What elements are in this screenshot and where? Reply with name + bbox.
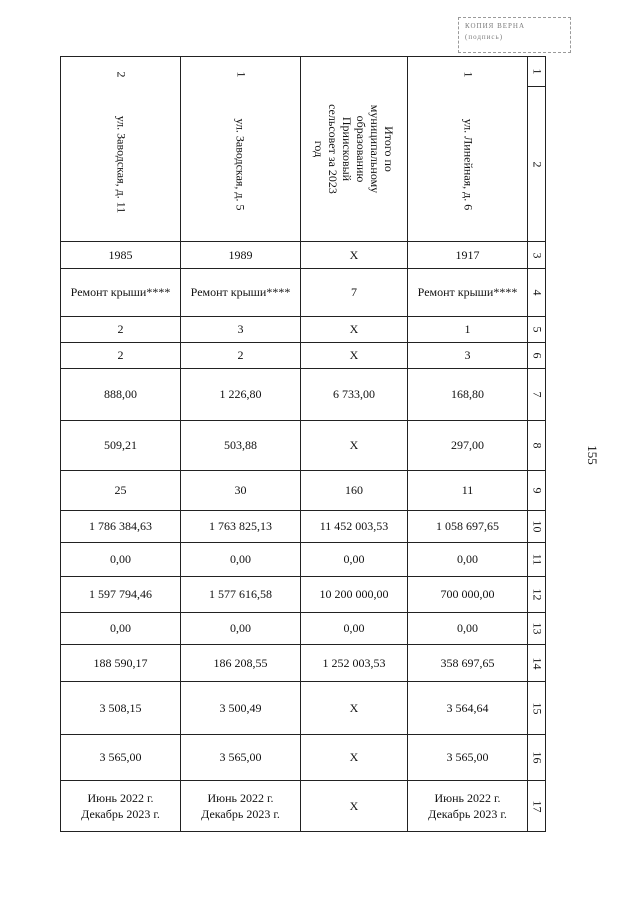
cell-work: Ремонт крыши**** xyxy=(408,269,528,317)
column-number: 4 xyxy=(528,269,546,317)
table-row xyxy=(61,781,546,832)
cell-area-residential: X xyxy=(301,421,408,471)
column-number: 1 xyxy=(528,57,546,87)
column-number: 7 xyxy=(528,369,546,421)
period-start: X xyxy=(349,799,359,813)
cell-fund-local: 0,00 xyxy=(408,613,528,645)
cell-unit-cost: 3 500,49 xyxy=(181,682,301,735)
period-end: Декабрь 2023 г. xyxy=(201,807,280,821)
column-number: 15 xyxy=(528,682,546,735)
cell-unit-cost: 3 508,15 xyxy=(61,682,181,735)
column-number: 6 xyxy=(528,343,546,369)
cell-entrances: 3 xyxy=(408,343,528,369)
cell-residents: 30 xyxy=(181,471,301,511)
cell-entrances: X xyxy=(301,343,408,369)
table-row xyxy=(61,735,546,781)
period-start: Июнь 2022 г. xyxy=(87,791,154,805)
cell-cost-total: 1 763 825,13 xyxy=(181,511,301,543)
cell-unit-cost: X xyxy=(301,682,408,735)
cell-limit-cost: 3 565,00 xyxy=(61,735,181,781)
cell-fund-federal: 0,00 xyxy=(301,543,408,577)
cell-work: Ремонт крыши**** xyxy=(181,269,301,317)
table-row xyxy=(61,421,546,471)
entry-address: ул. Линейная, д. 6 xyxy=(460,118,475,210)
cell-residents: 11 xyxy=(408,471,528,511)
table-row xyxy=(61,577,546,613)
cell-period xyxy=(61,781,181,832)
cell-limit-cost: X xyxy=(301,735,408,781)
entry-address: ул. Заводская, д. 11 xyxy=(114,115,128,213)
table-row xyxy=(61,543,546,577)
cell-area-total: 888,00 xyxy=(61,369,181,421)
cell-floors: X xyxy=(301,317,408,343)
cell-year: X xyxy=(301,242,408,269)
cell-period xyxy=(181,781,301,832)
certification-stamp xyxy=(458,17,571,53)
cell-year: 1917 xyxy=(408,242,528,269)
cell-cost-total: 1 058 697,65 xyxy=(408,511,528,543)
entry-number: 2 xyxy=(114,71,128,77)
cell-residents: 160 xyxy=(301,471,408,511)
cell-fund-local: 0,00 xyxy=(61,613,181,645)
column-number: 12 xyxy=(528,577,546,613)
table-row xyxy=(61,343,546,369)
table-row xyxy=(61,369,546,421)
cell-floors: 1 xyxy=(408,317,528,343)
table-row xyxy=(61,645,546,682)
cell-cost-total: 11 452 003,53 xyxy=(301,511,408,543)
cell-fund-region: 1 597 794,46 xyxy=(61,577,181,613)
column-number: 3 xyxy=(528,242,546,269)
cell-year: 1985 xyxy=(61,242,181,269)
entry-number: 1 xyxy=(461,71,475,77)
column-number: 14 xyxy=(528,645,546,682)
cell-area-total: 1 226,80 xyxy=(181,369,301,421)
table-row xyxy=(61,317,546,343)
cell-limit-cost: 3 565,00 xyxy=(181,735,301,781)
cell-year: 1989 xyxy=(181,242,301,269)
cell-area-residential: 503,88 xyxy=(181,421,301,471)
cell-floors: 3 xyxy=(181,317,301,343)
cell-fund-local: 0,00 xyxy=(181,613,301,645)
entry-header-0 xyxy=(61,57,181,242)
column-number: 9 xyxy=(528,471,546,511)
repair-program-table xyxy=(60,56,546,832)
entry-header-2 xyxy=(301,57,408,242)
column-number: 10 xyxy=(528,511,546,543)
cell-fund-owners: 186 208,55 xyxy=(181,645,301,682)
cell-entrances: 2 xyxy=(181,343,301,369)
table-row xyxy=(61,682,546,735)
cell-fund-local: 0,00 xyxy=(301,613,408,645)
period-end: Декабрь 2023 г. xyxy=(81,807,160,821)
column-number: 11 xyxy=(528,543,546,577)
table-row xyxy=(61,269,546,317)
cell-area-residential: 509,21 xyxy=(61,421,181,471)
entry-header-1 xyxy=(181,57,301,242)
entry-header-3 xyxy=(408,57,528,242)
column-number: 8 xyxy=(528,421,546,471)
stamp-line-2: (подпись) xyxy=(465,33,504,41)
entry-address: ул. Заводская, д. 5 xyxy=(233,117,248,211)
cell-period xyxy=(408,781,528,832)
period-start: Июнь 2022 г. xyxy=(434,791,501,805)
period-start: Июнь 2022 г. xyxy=(207,791,274,805)
cell-residents: 25 xyxy=(61,471,181,511)
table-row xyxy=(61,613,546,645)
period-end: Декабрь 2023 г. xyxy=(428,807,507,821)
cell-fund-federal: 0,00 xyxy=(408,543,528,577)
cell-fund-region: 700 000,00 xyxy=(408,577,528,613)
column-number: 16 xyxy=(528,735,546,781)
entry-number: 1 xyxy=(234,71,248,77)
cell-area-total: 6 733,00 xyxy=(301,369,408,421)
cell-fund-owners: 358 697,65 xyxy=(408,645,528,682)
column-number: 13 xyxy=(528,613,546,645)
cell-fund-region: 1 577 616,58 xyxy=(181,577,301,613)
table-row xyxy=(61,471,546,511)
table-row xyxy=(61,242,546,269)
cell-fund-federal: 0,00 xyxy=(61,543,181,577)
total-label: Итого по муниципальному образованию Приисковый сельсовет за 2023 год xyxy=(312,104,396,194)
cell-fund-owners: 1 252 003,53 xyxy=(301,645,408,682)
cell-work: 7 xyxy=(301,269,408,317)
cell-limit-cost: 3 565,00 xyxy=(408,735,528,781)
cell-period xyxy=(301,781,408,832)
cell-entrances: 2 xyxy=(61,343,181,369)
cell-fund-region: 10 200 000,00 xyxy=(301,577,408,613)
page-number: 155 xyxy=(585,445,600,465)
cell-cost-total: 1 786 384,63 xyxy=(61,511,181,543)
stamp-line-1: КОПИЯ ВЕРНА xyxy=(465,22,526,30)
cell-unit-cost: 3 564,64 xyxy=(408,682,528,735)
column-number: 17 xyxy=(528,781,546,832)
cell-area-total: 168,80 xyxy=(408,369,528,421)
cell-fund-owners: 188 590,17 xyxy=(61,645,181,682)
cell-floors: 2 xyxy=(61,317,181,343)
column-number: 2 xyxy=(528,87,546,242)
cell-fund-federal: 0,00 xyxy=(181,543,301,577)
column-number: 5 xyxy=(528,317,546,343)
cell-area-residential: 297,00 xyxy=(408,421,528,471)
cell-work: Ремонт крыши**** xyxy=(61,269,181,317)
table-row xyxy=(61,511,546,543)
